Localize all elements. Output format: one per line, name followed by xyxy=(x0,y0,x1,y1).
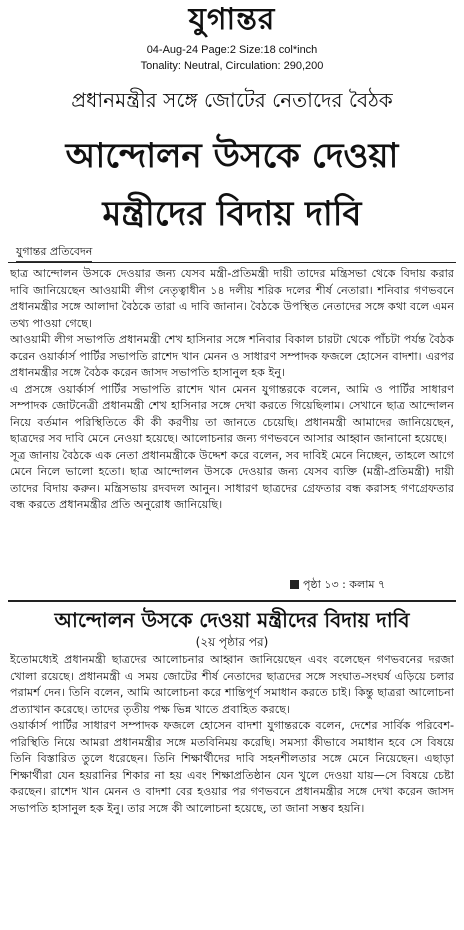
continued-from-label: (২য় পৃষ্ঠার পর) xyxy=(195,635,269,649)
article-paragraph: ইতোমধ্যেই প্রধানমন্ত্রী ছাত্রদের আলোচনার আহ্বান জানিয়েছেন এবং বলেছেন গণভবনের দরজা খোলা রয়েছে। প্রধানমন্ত্রী এ সময় জোটের শীর্ষ নেতাদের ছাত্রদের সঙ্গে সংঘাত-সংঘর্ষ এড়িয়ে চলার পরামর্শ দেন। তিনি বলেন, আমি আলোচনা করে শান্তিপূর্ণ সমাধান করতে চাই। কিন্তু ছাত্ররা আলোচনা প্রত্যাখান করেছে। তাদের তৃতীয় পক্ষ ভিন্ন খাতে প্রবাহিত করছে। xyxy=(10,653,454,716)
article-body-front xyxy=(10,266,454,594)
headline-line-2: মন্ত্রীদের বিদায় দাবি xyxy=(102,194,362,234)
clipping-info-date-page-size: 04-Aug-24 Page:2 Size:18 col*inch xyxy=(146,44,318,56)
square-bullet-icon xyxy=(290,580,299,589)
article-paragraph: আওয়ামী লীগ সভাপতি প্রধানমন্ত্রী শেখ হাসিনার সঙ্গে শনিবার বিকাল চারটা থেকে পাঁচটা পর্যন্ত বৈঠক করেন ওয়ার্কার্স পার্টির সভাপতি রাশেদ খান মেনন ও সাধারণ সম্পাদক ফজলে হোসেন বাদশা। এরপর প্রধানমন্ত্রীর সঙ্গে বৈঠক করেন জাসদ সভাপতি হাসানুল হক ইনু। xyxy=(10,333,454,379)
divider-rule xyxy=(8,262,456,263)
article-paragraph: সূত্র জানায় বৈঠকে এক নেতা প্রধানমন্ত্রীকে উদ্দেশ করে বলেন, সব দাবিই মেনে নিচ্ছেন, তাহলে আগে মেনে নিলে ভালো হতো। ছাত্র আন্দোলন উসকে দেওয়ার জন্য যেসব ব্যক্তি (মন্ত্রী-প্রতিমন্ত্রী) দায়ী তাদের বিদায় করুন। মন্ত্রিসভায় রদবদল আনুন। সাধারণ ছাত্রদের গ্রেফতার বন্ধ করাসহ গণগ্রেফতার বন্ধ করতে প্রধানমন্ত্রীর প্রতি অনুরোধ জানিয়েছি। xyxy=(10,448,454,511)
headline-kicker: প্রধানমন্ত্রীর সঙ্গে জোটের নেতাদের বৈঠক xyxy=(71,88,393,112)
continuation-headline: আন্দোলন উসকে দেওয়া মন্ত্রীদের বিদায় দাবি xyxy=(54,608,410,632)
article-paragraph: এ প্রসঙ্গে ওয়ার্কার্স পার্টির সভাপতি রাশেদ খান মেনন যুগান্তরকে বলেন, আমি ও পার্টির সাধারণ সম্পাদক জোটনেত্রী প্রধানমন্ত্রী শেখ হাসিনার সঙ্গে দেখা করতে গিয়েছিলাম। সেখানে ছাত্র আন্দোলন নিয়ে বর্তমান পরিস্থিতিতে কী কী করণীয় তা জানতে চেয়েছি। প্রধানমন্ত্রী আমাদের জানিয়েছেন, ছাত্রদের সব দাবি মেনে নেওয়া হয়েছে। আলোচনার জন্য গণভবনে আসার আহ্বান জানানো হয়েছে। xyxy=(10,382,454,445)
newspaper-masthead: যুগান্তর xyxy=(188,2,276,37)
article-paragraph: ছাত্র আন্দোলন উসকে দেওয়ার জন্য যেসব মন্ত্রী-প্রতিমন্ত্রী দায়ী তাদের মন্ত্রিসভা থেকে বিদায় করার দাবি জানিয়েছেন আওয়ামী লীগ নেতৃত্বাধীন ১৪ দলীয় শরিক দলের শীর্ষ নেতারা। শনিবার গণভবনে প্রধানমন্ত্রীর সঙ্গে আলাদা বৈঠকে তারা এ দাবি জানান। বৈঠকে উপস্থিত নেতাদের সঙ্গে কথা বলে এমন তথ্য পাওয়া গেছে। xyxy=(10,267,454,330)
headline-line-1: আন্দোলন উসকে দেওয়া xyxy=(65,136,399,176)
article-paragraph: ওয়ার্কার্স পার্টির সাধারণ সম্পাদক ফজলে হোসেন বাদশা যুগান্তরকে বলেন, দেশের সার্বিক পরিবেশ-পরিস্থিতি নিয়ে আমরা প্রধানমন্ত্রীর সঙ্গে মতবিনিময় করেছি। সমস্যা কীভাবে সমাধান হবে সে বিষয়ে তিনি বিস্তারিত তুলে ধরেছেন। তিনি শিক্ষার্থীদের দাবি সহনশীলতার সঙ্গে মেনে নিয়েছেন। এছাড়া শিক্ষার্থীরা যেন হয়রানির শিকার না হয় এবং শিক্ষাপ্রতিষ্ঠান যেন খুলে দেওয়া যায়—সে বিষয়ে চেষ্টা করছেন। রাশেদ খান মেনন ও বাদশা বের হওয়ার পর গণভবনে প্রধানমন্ত্রীর সঙ্গে দেখা করেন জাসদ সভাপতি হাসানুল হক ইনু। তার সঙ্গে কী আলোচনা হয়েছে, তা জানা সম্ভব হয়নি। xyxy=(10,719,454,815)
section-divider xyxy=(8,600,456,602)
continued-page-reference xyxy=(290,578,385,592)
byline: যুগান্তর প্রতিবেদন xyxy=(16,245,92,262)
article-body-continuation xyxy=(10,652,454,924)
clipping-info-tonality-circulation: Tonality: Neutral, Circulation: 290,200 xyxy=(140,60,324,72)
page-reference-text: পৃষ্ঠা ১৩ : কলাম ৭ xyxy=(303,578,386,591)
